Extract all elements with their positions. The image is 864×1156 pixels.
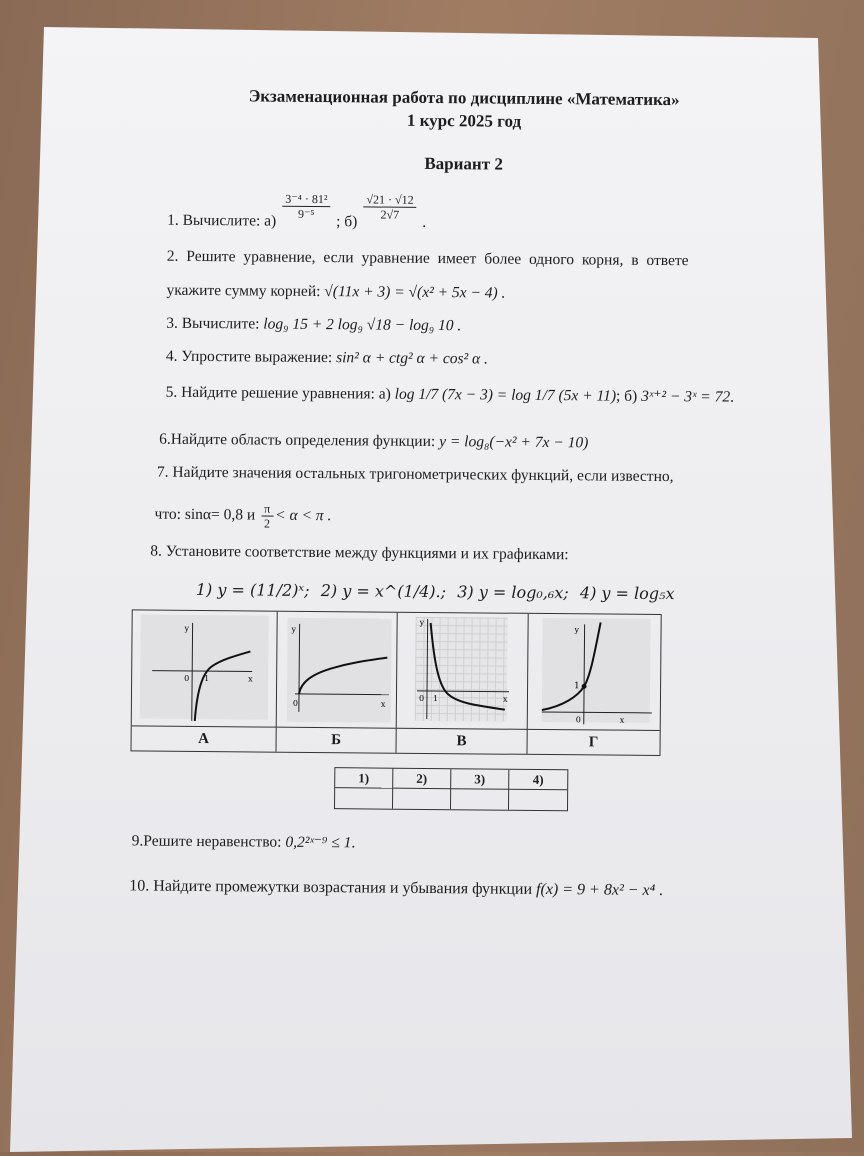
- task-10-text: 10. Найдите промежутки возрастания и убывания функции: [129, 877, 533, 898]
- graph-v-decreasing-log-curve: [397, 613, 529, 730]
- answer-cell-3[interactable]: [451, 789, 509, 810]
- task-1-fraction-b: [363, 192, 416, 221]
- task-4-expression: sin² α + ctg² α + cos² α .: [336, 349, 489, 368]
- task-7-frac-numerator: π: [261, 502, 273, 517]
- task-8-function-4: 4) y = log₅x: [579, 583, 675, 604]
- task-7-frac-denominator: 2: [264, 516, 271, 531]
- task-1-fraction-a: [282, 192, 330, 221]
- exam-subtitle: 1 курс 2025 год: [406, 110, 522, 131]
- answer-cell-2[interactable]: [393, 789, 451, 810]
- task-5-text: 5. Найдите решение уравнения: а): [165, 383, 391, 403]
- task-8-function-1: 1) y = (11/2)ˣ;: [195, 579, 310, 600]
- graph-cell-g: [528, 614, 661, 731]
- task-5-end: .: [730, 388, 735, 406]
- task-8-functions: [196, 580, 675, 604]
- task-7-line-2: [154, 501, 331, 532]
- graph-cell-b: [277, 612, 398, 729]
- task-4: [166, 348, 488, 369]
- svg-text:0: 0: [292, 698, 299, 708]
- svg-text:1: 1: [432, 694, 439, 704]
- task-4-text: 4. Упростите выражение:: [165, 347, 333, 367]
- svg-text:x: x: [248, 674, 253, 684]
- svg-text:x: x: [380, 699, 386, 709]
- task-10: [129, 877, 663, 900]
- graph-cell-a: [132, 610, 278, 727]
- task-5-equation-b: 3ˣ⁺² − 3ˣ = 72: [641, 387, 731, 406]
- task-5: [166, 383, 735, 407]
- task-3: [166, 315, 461, 336]
- task-8-function-2: 2) y = x^(1/4).;: [320, 581, 447, 602]
- svg-text:x: x: [502, 694, 508, 704]
- task-1: [167, 191, 426, 232]
- exam-title: Экзаменационная работа по дисциплине «Математика»: [248, 86, 680, 110]
- task-3-expression: log₉ 15 + 2 log₉ √18 − log₉ 10 .: [263, 315, 462, 335]
- svg-text:y: y: [419, 617, 425, 627]
- task-9-inequality: 0,2²ˣ⁻⁹ ≤ 1: [285, 833, 352, 852]
- task-2-line-1: 2. Решите уравнение, если уравнение имеет более одного корня, в ответе: [166, 247, 689, 270]
- svg-text:1: 1: [204, 674, 210, 684]
- graph-label-v: В: [396, 729, 527, 754]
- svg-text:0: 0: [575, 715, 581, 725]
- answer-header-2: 2): [393, 769, 451, 790]
- answer-header-3: 3): [451, 769, 509, 790]
- graph-a-log-curve: [132, 610, 278, 727]
- task-1-separator: ; б): [336, 213, 358, 231]
- variant-label: Вариант 2: [424, 153, 503, 174]
- task-1-text: 1. Вычислите: а): [167, 211, 277, 230]
- task-7-line-1: 7. Найдите значения остальных тригонометрических функций, если известно,: [156, 463, 674, 486]
- task-8: 8. Установите соответствие между функциями и их графиками:: [150, 542, 569, 564]
- task-6-function: y = log₈(−x² + 7x − 10): [439, 433, 589, 452]
- answer-header-4: 4): [509, 770, 567, 791]
- task-5-separator: ; б): [615, 387, 638, 405]
- task-1-b-denominator: 2√7: [380, 207, 400, 222]
- task-2-line-2: [166, 282, 505, 303]
- task-1-end: .: [422, 213, 427, 231]
- answer-cell-4[interactable]: [509, 790, 567, 811]
- svg-text:0: 0: [184, 673, 190, 683]
- svg-text:y: y: [574, 625, 580, 635]
- task-9: [132, 831, 356, 852]
- graph-b-root-curve: [277, 612, 398, 729]
- svg-text:0: 0: [418, 693, 425, 703]
- task-9-end: .: [351, 834, 356, 852]
- task-6: [159, 431, 588, 453]
- task-9-text: 9.Решите неравенство:: [131, 832, 282, 851]
- task-10-function: f(x) = 9 + 8x² − x⁴ .: [536, 880, 664, 900]
- task-6-text: 6.Найдите область определения функции:: [159, 430, 436, 451]
- graph-label-a: А: [132, 726, 277, 751]
- task-7-condition: что: sinα= 0,8 и: [154, 505, 256, 524]
- svg-text:1: 1: [574, 681, 580, 692]
- task-2-text: укажите сумму корней:: [166, 281, 321, 301]
- task-3-text: 3. Вычислите:: [166, 314, 260, 333]
- task-7-interval: < α < π .: [275, 506, 332, 525]
- answer-cell-1[interactable]: [335, 788, 393, 809]
- svg-text:y: y: [291, 624, 297, 634]
- graph-label-g: Г: [588, 734, 599, 751]
- svg-text:y: y: [184, 623, 190, 633]
- task-8-function-3: 3) y = log₀,₆x;: [457, 582, 569, 603]
- answer-header-1: 1): [335, 768, 393, 789]
- task-1-b-numerator: √21 · √12: [363, 192, 416, 207]
- task-5-equation-a: log 1/7 (7x − 3) = log 1/7 (5x + 11): [394, 385, 617, 405]
- task-2-equation: √(11x + 3) = √(x² + 5x − 4) .: [324, 283, 506, 302]
- task-1-a-numerator: 3⁻⁴ · 81²: [282, 192, 330, 207]
- task-7-fraction: [261, 502, 273, 531]
- graphs-table: [130, 609, 661, 756]
- answer-table: [334, 767, 568, 811]
- task-1-a-denominator: 9⁻⁵: [297, 206, 315, 221]
- graph-cell-v: [397, 613, 529, 730]
- svg-text:x: x: [619, 715, 625, 725]
- graph-label-b: Б: [276, 728, 396, 753]
- graph-g-exponential-curve: [528, 614, 661, 731]
